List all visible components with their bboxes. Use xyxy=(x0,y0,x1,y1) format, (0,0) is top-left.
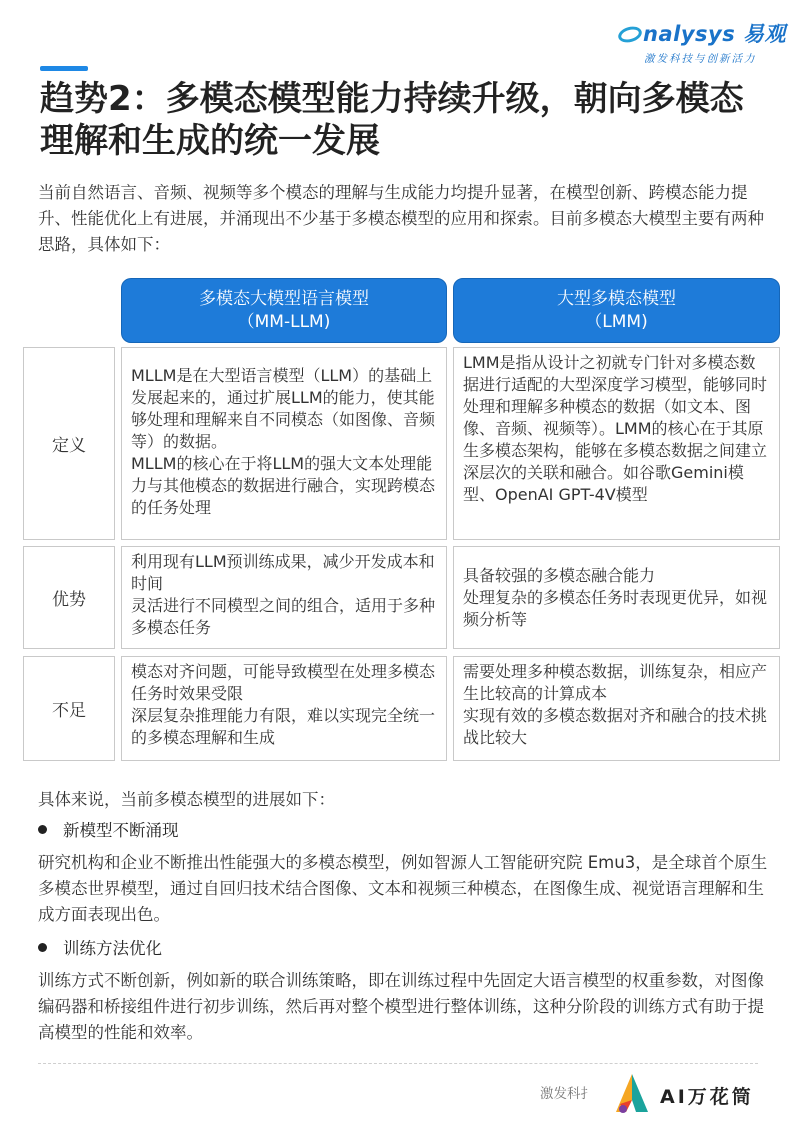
kaleidoscope-logo-icon xyxy=(612,1072,652,1116)
footer-brand: AI万花筒 xyxy=(660,1086,754,1108)
bullet-title: 新模型不断涌现 xyxy=(63,821,179,840)
row-label-advantage: 优势 xyxy=(23,546,115,649)
cell-text: 灵活进行不同模型之间的组合，适用于多种多模态任务 xyxy=(131,596,436,637)
footer-divider xyxy=(38,1063,758,1064)
cell-text: 利用现有LLM预训练成果，减少开发成本和时间 xyxy=(131,552,435,593)
bullet-heading xyxy=(38,937,162,961)
column-header-subtitle: （LMM) xyxy=(585,312,648,332)
row-label-definition: 定义 xyxy=(23,347,115,540)
cell-text: 实现有效的多模态数据对齐和融合的技术挑战比较大 xyxy=(463,706,768,747)
cell-weakness-lmm xyxy=(453,656,780,761)
column-header-subtitle: （MM-LLM) xyxy=(237,312,331,332)
cell-text: MLLM是在大型语言模型（LLM）的基础上发展起来的，通过扩展LLM的能力，使其能够处理和理解来自不同模态（如图像、音频等）的数据。 xyxy=(131,366,436,451)
cell-text: LMM是指从设计之初就专门针对多模态数据进行适配的大型深度学习模型，能够同时处理和理解多种模态的数据（如文本、图像、音频、视频等）。LMM的核心在于其原生多模态架构，能够在多模态数据之间建立深层次的关联和融合。如谷歌Gemini模型、OpenAI GPT-4V模型 xyxy=(463,353,768,504)
analysys-logo xyxy=(618,18,787,68)
cell-definition-lmm xyxy=(453,347,780,540)
cell-text: 深层复杂推理能力有限，难以实现完全统一的多模态理解和生成 xyxy=(131,706,436,747)
intro-paragraph: 当前自然语言、音频、视频等多个模态的理解与生成能力均提升显著，在模型创新、跨模态能力提升、性能优化上有进展，并涌现出不少基于多模态模型的应用和探索。目前多模态大模型主要有两种思路，具体如下： xyxy=(38,183,764,254)
cell-text: MLLM的核心在于将LLM的强大文本处理能力与其他模态的数据进行融合，实现跨模态的任务处理 xyxy=(131,454,436,517)
row-label-weakness: 不足 xyxy=(23,656,115,761)
column-header-title: 多模态大模型语言模型 xyxy=(199,289,369,309)
cell-text: 具备较强的多模态融合能力 xyxy=(463,566,656,585)
logo-swoosh-icon xyxy=(616,24,643,45)
logo-name: nalysys 易观 xyxy=(643,22,787,46)
column-header-lmm xyxy=(453,278,780,343)
title-accent-bar xyxy=(40,66,88,71)
bullet-paragraph: 研究机构和企业不断推出性能强大的多模态模型，例如智源人工智能研究院 Emu3，是全球首个原生多模态世界模型，通过自回归技术结合图像、文本和视频三种模态，在图像生成、视觉语言理解和生成方面表现出色。 xyxy=(38,853,768,924)
logo-wordmark xyxy=(618,18,787,48)
cell-text: 模态对齐问题，可能导致模型在处理多模态任务时效果受限 xyxy=(131,662,436,703)
cell-text: 需要处理多种模态数据，训练复杂，相应产生比较高的计算成本 xyxy=(463,662,768,703)
cell-advantage-mm-llm xyxy=(121,546,447,649)
page-title: 趋势2：多模态模型能力持续升级，朝向多模态理解和生成的统一发展 xyxy=(40,79,744,161)
bullet-heading xyxy=(38,819,179,843)
bullet-dot-icon xyxy=(38,825,47,834)
footer-text: 激发科扌 xyxy=(540,1086,594,1102)
cell-definition-mm-llm xyxy=(121,347,447,540)
section-subheading: 具体来说，当前多模态模型的进展如下： xyxy=(38,790,335,809)
bullet-paragraph: 训练方式不断创新，例如新的联合训练策略，即在训练过程中先固定大语言模型的权重参数，对图像编码器和桥接组件进行初步训练，然后再对整个模型进行整体训练，这种分阶段的训练方式有助于提高模型的性能和效率。 xyxy=(38,971,764,1042)
column-header-title: 大型多模态模型 xyxy=(557,289,676,309)
logo-tagline: 激发科技与创新活力 xyxy=(644,53,757,65)
bullet-title: 训练方法优化 xyxy=(63,939,162,958)
cell-text: 处理复杂的多模态任务时表现更优异，如视频分析等 xyxy=(463,588,768,629)
cell-weakness-mm-llm xyxy=(121,656,447,761)
cell-advantage-lmm xyxy=(453,546,780,649)
bullet-dot-icon xyxy=(38,943,47,952)
column-header-mm-llm xyxy=(121,278,447,343)
